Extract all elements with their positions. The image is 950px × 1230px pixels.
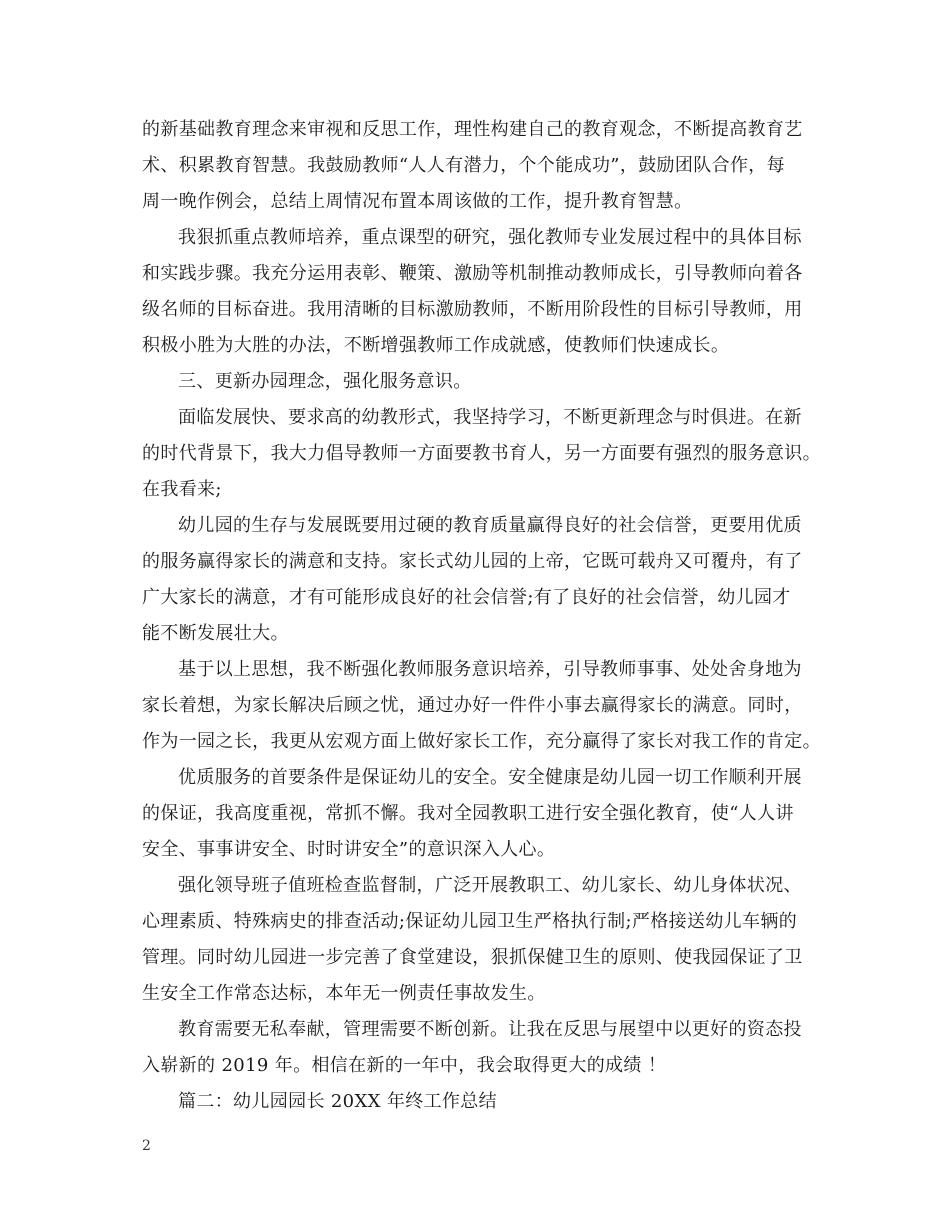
text-line: 级名师的目标奋进。我用清晰的目标激励教师，不断用阶段性的目标引导教师，用: [142, 299, 803, 320]
text-line: 术、积累教育智慧。我鼓励教师“人人有潜力，个个能成功”，鼓励团队合作，每: [142, 155, 786, 176]
paragraph-first-line: 我狠抓重点教师培养，重点课型的研究，强化教师专业发展过程中的具体目标: [178, 227, 802, 248]
paragraph-first-line: 篇二：幼儿园园长 20XX 年终工作总结: [178, 1091, 497, 1112]
text-line: 积极小胜为大胜的办法，不断增强教师工作成就感，使教师们快速成长。: [142, 335, 730, 356]
paragraph-first-line: 三、更新办园理念，强化服务意识。: [178, 371, 472, 392]
text-line: 管理。同时幼儿园进一步完善了食堂建设，狠抓保健卫生的原则、使我园保证了卫: [142, 947, 803, 968]
paragraph-first-line: 基于以上思想，我不断强化教师服务意识培养，引导教师事事、处处舍身地为: [178, 659, 802, 680]
text-line: 周一晚作例会，总结上周情况布置本周该做的工作，提升教育智慧。: [142, 191, 693, 212]
text-line: 的保证，我高度重视，常抓不懈。我对全园教职工进行安全强化教育，使“人人讲: [142, 803, 794, 824]
paragraph-first-line: 面临发展快、要求高的幼教形式，我坚持学习，不断更新理念与时俱进。在新: [178, 407, 802, 428]
paragraph-first-line: 强化领导班子值班检查监督制，广泛开展教职工、幼儿家长、幼儿身体状况、: [178, 875, 802, 896]
page-number: 2: [142, 1138, 151, 1154]
text-line: 生安全工作常态达标，本年无一例责任事故发生。: [142, 983, 546, 1004]
text-line: 作为一园之长，我更从宏观方面上做好家长工作，充分赢得了家长对我工作的肯定。: [142, 731, 821, 752]
text-line: 安全、事事讲安全、时时讲安全”的意识深入人心。: [142, 839, 556, 860]
paragraph-first-line: 幼儿园的生存与发展既要用过硬的教育质量赢得良好的社会信誉，更要用优质: [178, 515, 802, 536]
text-line: 入崭新的 2019 年。相信在新的一年中，我会取得更大的成绩 ！: [142, 1055, 667, 1076]
text-line: 能不断发展壮大。: [142, 623, 289, 644]
text-line: 和实践步骤。我充分运用表彰、鞭策、激励等机制推动教师成长，引导教师向着各: [142, 263, 803, 284]
text-line: 家长着想，为家长解决后顾之忧，通过办好一件件小事去赢得家长的满意。同时，: [142, 695, 803, 716]
paragraph-first-line: 教育需要无私奉献，管理需要不断创新。让我在反思与展望中以更好的资态投: [178, 1019, 802, 1040]
text-line: 在我看来;: [142, 479, 222, 500]
paragraph-first-line: 优质服务的首要条件是保证幼儿的安全。安全健康是幼儿园一切工作顺利开展: [178, 767, 802, 788]
text-line: 的时代背景下，我大力倡导教师一方面要教书育人，另一方面要有强烈的服务意识。: [142, 443, 821, 464]
text-line: 心理素质、特殊病史的排查活动;保证幼儿园卫生严格执行制;严格接送幼儿车辆的: [142, 911, 798, 932]
document-body: [142, 112, 821, 1120]
text-line: 广大家长的满意，才有可能形成良好的社会信誉;有了良好的社会信誉，幼儿园才: [142, 587, 791, 608]
text-line: 的服务赢得家长的满意和支持。家长式幼儿园的上帝，它既可载舟又可覆舟，有了: [142, 551, 803, 572]
text-line: 的新基础教育理念来审视和反思工作，理性构建自己的教育观念，不断提高教育艺: [142, 119, 803, 140]
